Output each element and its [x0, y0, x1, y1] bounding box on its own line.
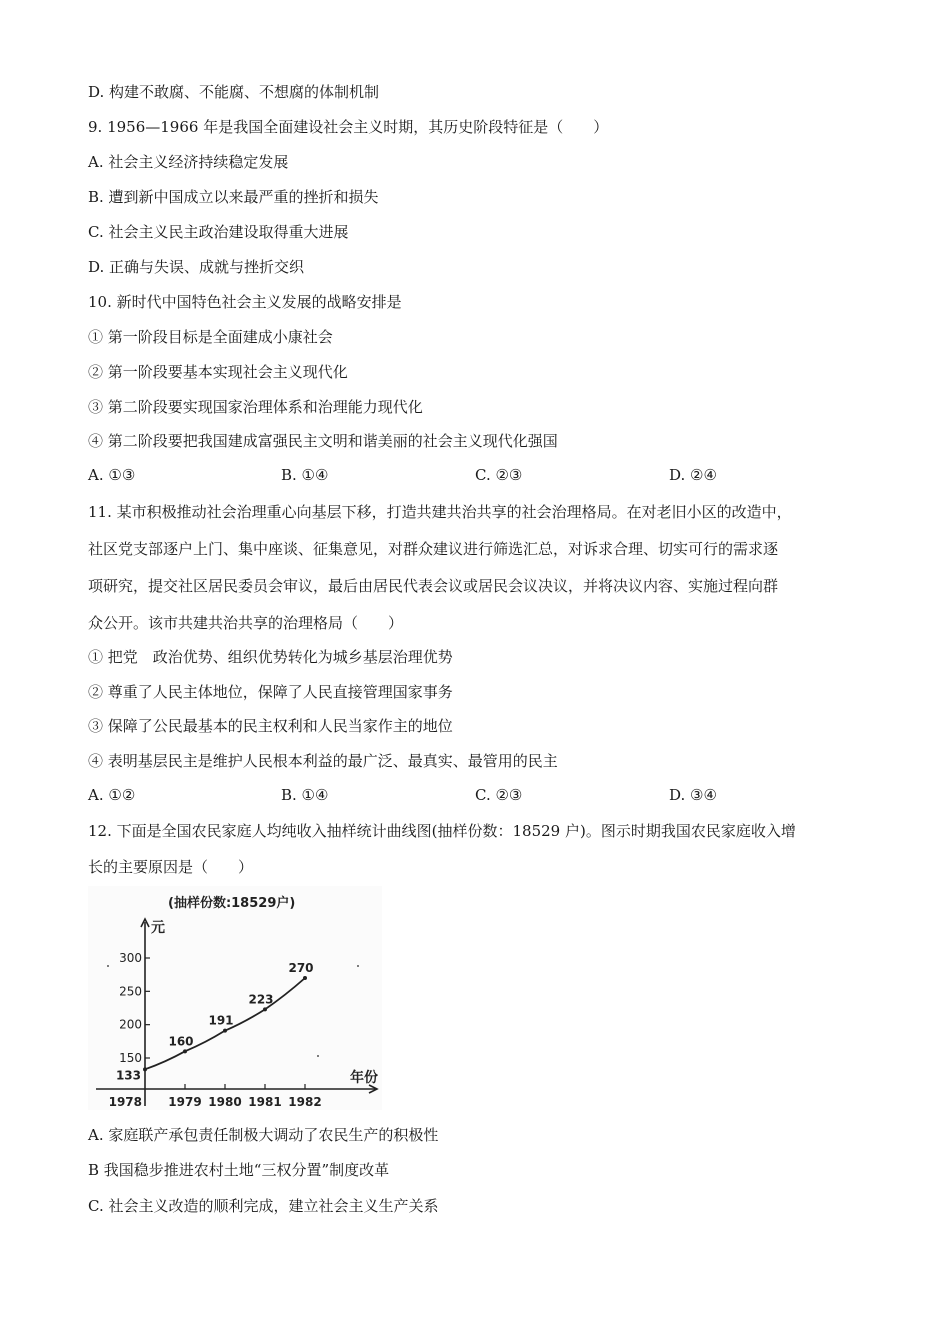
data-point [143, 1067, 147, 1071]
q11-choice-c: C. ②③ [475, 786, 523, 804]
income-line-chart [88, 886, 382, 1110]
q10-choice-c: C. ②③ [475, 466, 523, 484]
q10-choice-b: B. ①④ [281, 466, 329, 484]
data-point [223, 1029, 227, 1033]
data-label: 160 [168, 1034, 194, 1049]
q9-stem: 9. 1956—1966 年是我国全面建设社会主义时期，其历史阶段特征是（ ） [88, 118, 609, 136]
q11-stem-line-3: 项研究，提交社区居民委员会审议，最后由居民代表会议或居民会议决议，并将决议内容、实施过程向群 [88, 577, 779, 595]
q11-statement-1: ① 把党 政治优势、组织优势转化为城乡基层治理优势 [88, 648, 453, 666]
q12-stem-line-2: 长的主要原因是（ ） [88, 858, 254, 876]
q11-statement-2: ② 尊重了人民主体地位，保障了人民直接管理国家事务 [88, 683, 453, 701]
x-tick-label: 1979 [168, 1095, 202, 1109]
x-axis-label: 年份 [350, 1070, 378, 1086]
q9-option-a: A. 社会主义经济持续稳定发展 [88, 153, 289, 171]
q10-statement-4: ④ 第二阶段要把我国建成富强民主文明和谐美丽的社会主义现代化强国 [88, 432, 558, 450]
x-tick-label: 1981 [248, 1095, 282, 1109]
q12-option-b: B 我国稳步推进农村土地“三权分置”制度改革 [88, 1161, 390, 1179]
x-tick-label: 1980 [208, 1095, 242, 1109]
income-chart-svg [88, 886, 382, 1110]
q11-stem-line-1: 11. 某市积极推动社会治理重心向基层下移，打造共建共治共享的社会治理格局。在对老旧小区的改造中， [88, 503, 792, 521]
y-tick-label: 200 [119, 1017, 142, 1032]
chart-title: (抽样份数:18529户) [168, 896, 296, 911]
q11-statement-4: ④ 表明基层民主是维护人民根本利益的最广泛、最真实、最管用的民主 [88, 752, 558, 770]
data-point [183, 1049, 187, 1053]
x-tick-label: 1982 [288, 1095, 322, 1109]
q11-stem-line-4: 众公开。该市共建共治共享的治理格局（ ） [88, 614, 404, 632]
data-point [263, 1007, 267, 1011]
q10-stem: 10. 新时代中国特色社会主义发展的战略安排是 [88, 293, 402, 311]
y-tick-label: 250 [119, 984, 142, 999]
data-label: 133 [115, 1068, 141, 1083]
q9-option-c: C. 社会主义民主政治建设取得重大进展 [88, 223, 349, 241]
data-label: 191 [208, 1013, 234, 1028]
x-tick-label: 1978 [108, 1095, 142, 1109]
y-axis-label: 元 [151, 920, 165, 936]
scan-speck [317, 1055, 319, 1057]
data-label: 223 [248, 992, 274, 1007]
q11-choice-a: A. ①② [88, 786, 136, 804]
q11-stem-line-2: 社区党支部逐户上门、集中座谈、征集意见，对群众建议进行筛选汇总，对诉求合理、切实可行的需求逐 [88, 540, 779, 558]
q10-choice-d: D. ②④ [669, 466, 717, 484]
q11-choice-b: B. ①④ [281, 786, 329, 804]
y-tick-label: 300 [119, 951, 142, 965]
q10-statement-3: ③ 第二阶段要实现国家治理体系和治理能力现代化 [88, 398, 423, 416]
q11-statement-3: ③ 保障了公民最基本的民主权利和人民当家作主的地位 [88, 717, 453, 735]
q10-choice-a: A. ①③ [88, 466, 136, 484]
scan-speck [107, 965, 109, 967]
scan-speck [357, 965, 359, 967]
q12-option-c: C. 社会主义改造的顺利完成，建立社会主义生产关系 [88, 1197, 439, 1215]
q10-statement-1: ① 第一阶段目标是全面建成小康社会 [88, 328, 333, 346]
q8-option-d: D. 构建不敢腐、不能腐、不想腐的体制机制 [88, 83, 380, 101]
q9-option-b: B. 遭到新中国成立以来最严重的挫折和损失 [88, 188, 379, 206]
y-tick-label: 150 [119, 1051, 142, 1065]
q12-stem-line-1: 12. 下面是全国农民家庭人均纯收入抽样统计曲线图(抽样份数：18529 户)。图示时期我国农民家庭收入增 [88, 822, 796, 840]
data-point [303, 976, 307, 980]
q9-option-d: D. 正确与失误、成就与挫折交织 [88, 258, 305, 276]
data-label: 270 [288, 961, 314, 975]
q11-choice-d: D. ③④ [669, 786, 717, 804]
q10-statement-2: ② 第一阶段要基本实现社会主义现代化 [88, 363, 348, 381]
q12-option-a: A. 家庭联产承包责任制极大调动了农民生产的积极性 [88, 1126, 439, 1144]
